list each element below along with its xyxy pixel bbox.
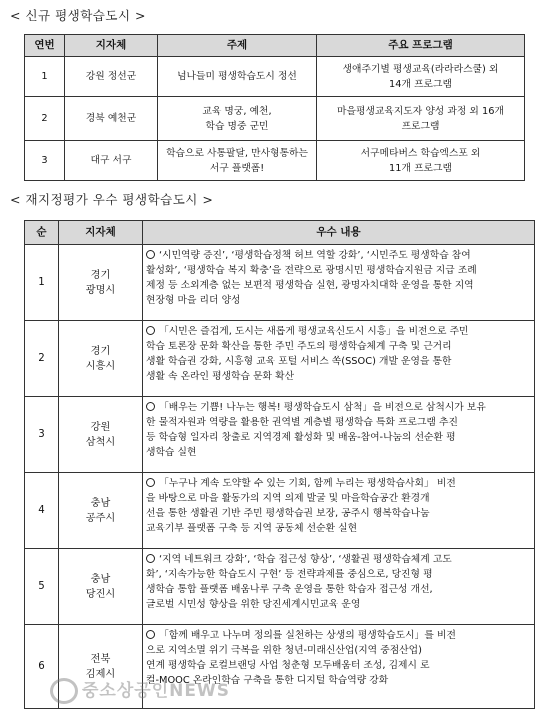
row-no: 3 <box>25 141 65 181</box>
header-content: 우수 내용 <box>143 221 535 245</box>
row-program: 서구메타버스 학습엑스포 외 11개 프로그램 <box>317 141 525 181</box>
section-title-excellent-cities: < 재지정평가 우수 평생학습도시 > <box>10 192 214 207</box>
row-rank: 5 <box>25 549 59 625</box>
row-region: 충남 당진시 <box>59 549 143 625</box>
row-region: 대구 서구 <box>65 141 158 181</box>
new-cities-table <box>24 34 525 181</box>
row-region: 강원 삼척시 <box>59 397 143 473</box>
row-rank: 2 <box>25 321 59 397</box>
table-row <box>25 397 535 473</box>
row-theme: 넘나들미 평생학습도시 정선 <box>158 57 317 97</box>
header-region: 지자체 <box>59 221 143 245</box>
table-row <box>25 245 535 321</box>
row-rank: 1 <box>25 245 59 321</box>
bullet-circle-icon <box>146 402 155 411</box>
row-theme: 학습으로 사통팔달, 만사형통하는 서구 플랫폼! <box>158 141 317 181</box>
bullet-circle-icon <box>146 554 155 563</box>
table-header-row <box>25 221 535 245</box>
row-region: 전북 김제시 <box>59 625 143 709</box>
row-content: 「시민은 즐겁게, 도시는 새롭게 평생교육신도시 시흥」을 비전으로 주민 학습 토론장 문화 확산을 통한 주민 주도의 평생학습체계 구축 및 근거리 생활 학습권 강화, 시흥형 교육 포털 서비스 쏙(SSOC) 개발 운영을 통한 생활 속 온라인 평생학습 문화 확산 <box>143 321 535 397</box>
bullet-circle-icon <box>146 326 155 335</box>
watermark <box>50 676 230 704</box>
row-content: ‘지역 네트워크 강화’, ‘학습 접근성 향상’, ‘생활권 평생학습체계 고도 화’, ‘지속가능한 학습도시 구현’ 등 전략과제를 중심으로, 당진형 평 생학습 통합 플랫폼 배움나루 구축 운영을 통한 학습자 접근성 개선, 글로벌 시민성 향상을 위한 당진세계시민교육 운영 <box>143 549 535 625</box>
header-region: 지자체 <box>65 35 158 57</box>
header-theme: 주제 <box>158 35 317 57</box>
row-no: 2 <box>25 97 65 141</box>
watermark-text: 중소상공인NEWS <box>82 681 230 701</box>
row-content: 「함께 배우고 나누며 정의를 실천하는 상생의 평생학습도시」를 비전 으로 지역소멸 위기 극복을 위한 청년-미래신산업(지역 중점산업) 연계 평생학습 로컬브랜딩 사업 청춘형 모두배움터 조성, 김제시 로 컬-MOOC 온라인학습 구축을 통한 디지털 학습역량 강화 <box>143 625 535 709</box>
section-title-new-cities: < 신규 평생학습도시 > <box>10 8 146 23</box>
row-theme: 교육 명궁, 예천, 학습 명중 군민 <box>158 97 317 141</box>
row-no: 1 <box>25 57 65 97</box>
row-content: 「누구나 계속 도약할 수 있는 기회, 함께 누리는 평생학습사회」 비전 을 바탕으로 마을 활동가의 지역 의제 발굴 및 마을학습공간 환경개 선을 통한 생활권 기반 주민 평생학습권 보장, 공주시 행복학습나눔 교육기부 플랫폼 구축 등 지역 공동체 선순환 실현 <box>143 473 535 549</box>
table-row <box>25 57 525 97</box>
table-row <box>25 321 535 397</box>
row-program: 마을평생교육지도자 양성 과정 외 16개 프로그램 <box>317 97 525 141</box>
table-row <box>25 141 525 181</box>
row-program: 생애주기별 평생교육(라라라스쿨) 외 14개 프로그램 <box>317 57 525 97</box>
table-row <box>25 97 525 141</box>
row-rank: 3 <box>25 397 59 473</box>
bullet-circle-icon <box>146 630 155 639</box>
row-content: 「배우는 기쁨! 나누는 행복! 평생학습도시 삼척」을 비전으로 삼척시가 보유 한 물적자원과 역량을 활용한 권역별 계층별 평생학습 특화 프로그램 추진 등 학습형 일자리 창출로 지역경제 활성화 및 배움-참여-나눔의 선순환 평 생학습 실현 <box>143 397 535 473</box>
table-row <box>25 549 535 625</box>
row-region: 경기 시흥시 <box>59 321 143 397</box>
row-rank: 6 <box>25 625 59 709</box>
row-region: 강원 정선군 <box>65 57 158 97</box>
bullet-circle-icon <box>146 250 155 259</box>
row-region: 충남 공주시 <box>59 473 143 549</box>
excellent-cities-table <box>24 220 535 709</box>
header-rank: 순 <box>25 221 59 245</box>
header-program: 주요 프로그램 <box>317 35 525 57</box>
row-region: 경북 예천군 <box>65 97 158 141</box>
table-row <box>25 473 535 549</box>
bullet-circle-icon <box>146 478 155 487</box>
table-header-row <box>25 35 525 57</box>
header-no: 연번 <box>25 35 65 57</box>
row-region: 경기 광명시 <box>59 245 143 321</box>
row-rank: 4 <box>25 473 59 549</box>
watermark-logo-icon <box>50 678 78 704</box>
row-content: ‘시민역량 증진’, ‘평생학습정책 허브 역할 강화’, ‘시민주도 평생학습 참여 활성화’, ‘평생학습 복지 확충’을 전략으로 광명시민 평생학습지원금 지급 조례 제정 등 소외계층 없는 보편적 평생학습 실현, 광명자치대학 운영을 통한 지역 현장형 마을 리더 양성 <box>143 245 535 321</box>
